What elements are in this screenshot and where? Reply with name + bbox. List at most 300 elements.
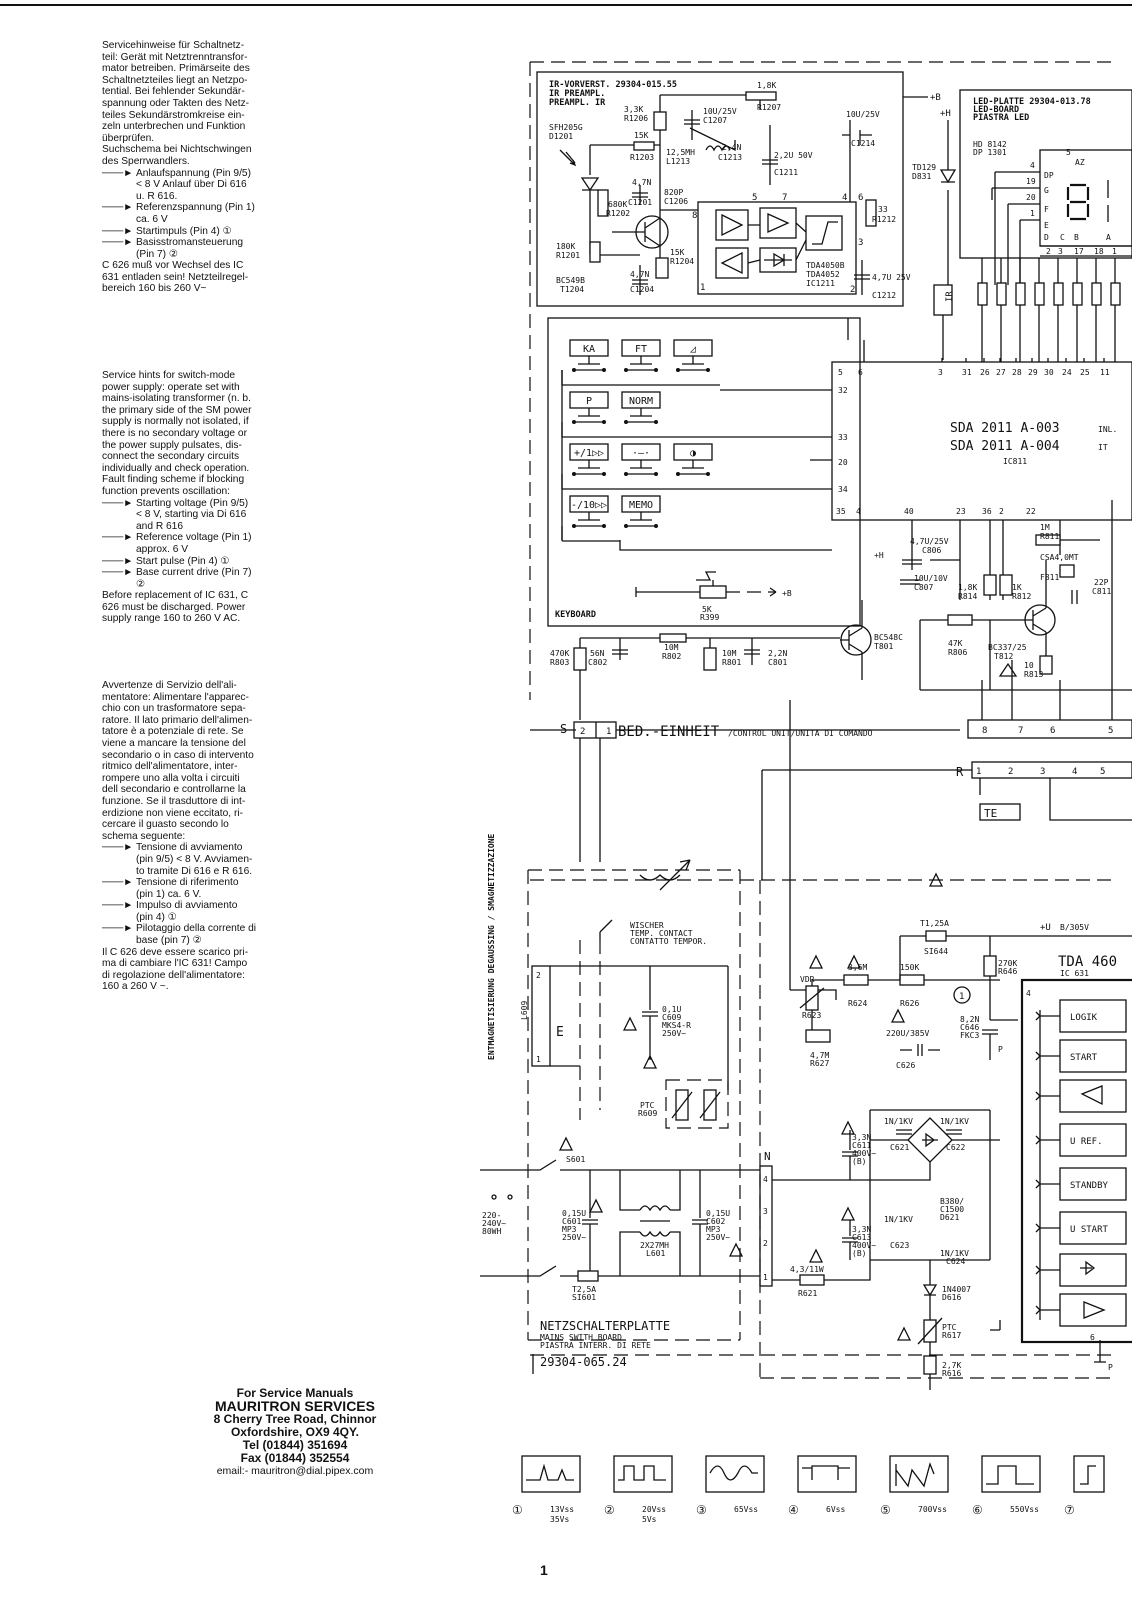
credit-line: Tel (01844) 351694 — [242, 1438, 348, 1452]
key-switch — [574, 460, 604, 474]
ic-periph-value: 1,8K — [958, 583, 978, 592]
key-contact — [624, 420, 628, 424]
waveform-frame — [706, 1456, 764, 1492]
ic-periph-value: 4,7U/25V — [910, 537, 949, 546]
part-ref: C1207 — [703, 116, 728, 125]
pot-ref: R399 — [700, 613, 720, 622]
led-seg-label: F — [1044, 205, 1049, 214]
part-value: 180K — [556, 242, 576, 251]
svg-text:2: 2 — [850, 285, 856, 295]
led-resistor — [1092, 283, 1101, 305]
key-contact — [602, 420, 606, 424]
ptc609-text: R609 — [638, 1109, 658, 1118]
c613-text: (B) — [852, 1249, 867, 1258]
keyboard-key-label: KA — [582, 344, 596, 355]
key-contact — [624, 524, 628, 528]
connector-s-pin: 2 — [580, 727, 586, 737]
part-ref: R1201 — [556, 251, 581, 260]
part-ref: R1212 — [872, 215, 897, 224]
part-value: 820P — [664, 188, 684, 197]
part-ref: L1213 — [666, 157, 691, 166]
svg-text:3: 3 — [858, 238, 864, 248]
led-resistor — [978, 283, 987, 305]
ic-periph-value: 1M — [1040, 523, 1050, 532]
r626-text: 150K — [900, 963, 920, 972]
waveform-amplitude: 20Vss — [642, 1505, 667, 1514]
waveform-amplitude: 550Vss — [1010, 1505, 1039, 1514]
led-resistor-row — [978, 258, 1120, 362]
part-value: 15K — [670, 248, 685, 257]
transistor-label: BC549B — [556, 276, 585, 285]
waveform-number: ① — [512, 1503, 523, 1517]
keyboard-key-label: ◑ — [689, 448, 697, 459]
key-switch — [626, 460, 656, 474]
main-ic-bottom-pin: 2 — [999, 507, 1004, 516]
part-ref: C1201 — [628, 198, 653, 207]
english-note-text: Reference voltage (Pin 1) approx. 6 V — [136, 532, 252, 555]
r616-text: 2,7K — [942, 1361, 962, 1370]
credit-email: email:- mauritron@dial.pipex.com — [216, 1465, 374, 1477]
c613-text: C613 — [852, 1233, 872, 1242]
c613-text: 400V~ — [852, 1241, 877, 1250]
tda-block-label: LOGIK — [1070, 1013, 1098, 1023]
credit-line: For Service Manuals — [236, 1386, 354, 1400]
c602-text: 250V~ — [706, 1233, 731, 1242]
plus-b-label: +B — [930, 93, 941, 103]
key-switch — [678, 460, 708, 474]
main-ic-top-pin: 25 — [1080, 368, 1090, 377]
main-ic-bottom-pin: 36 — [982, 507, 992, 516]
main-ic-top-pin: 27 — [996, 368, 1006, 377]
ic-periph — [874, 520, 1111, 604]
arrow-icon: ───► — [102, 567, 134, 579]
ctrl-value: 47K — [948, 639, 963, 648]
part-ref: R1207 — [757, 103, 782, 112]
key-row-wire — [562, 370, 720, 385]
c609-text: C609 — [662, 1013, 682, 1022]
svg-text:+B: +B — [782, 589, 792, 598]
waveform-amplitude: 6Vss — [826, 1505, 846, 1514]
keyboard-block — [548, 318, 860, 626]
l601-text: 2X27MH — [640, 1241, 669, 1250]
italian-note-text: Tensione di avviamento (pin 9/5) < 8 V. Avviamen- to tramite Di 616 e R 616. — [136, 842, 253, 877]
waveform-frame — [1074, 1456, 1104, 1492]
connector-r-pin: 4 — [1072, 767, 1078, 777]
german-note-text: Anlaufspannung (Pin 9/5) < 8 V Anlauf über Di 616 u. R 616. — [136, 167, 251, 202]
wischer-text: CONTATTO TEMPOR. — [630, 937, 708, 946]
key-contact — [602, 472, 606, 476]
arrow-icon: ───► — [102, 202, 134, 214]
led-part: HD 8142 — [973, 140, 1007, 149]
transistor-ref: T812 — [994, 652, 1014, 661]
ptc617-text: R617 — [942, 1331, 962, 1340]
ic-periph-ref: R811 — [1040, 532, 1060, 541]
ctrl-ref: R806 — [948, 648, 968, 657]
key-switch — [574, 512, 604, 526]
netz-board-sub: PIASTRA INTERR. DI RETE — [540, 1341, 651, 1350]
connector-r-pin: 5 — [1100, 767, 1106, 777]
connector-r-label: R — [956, 765, 964, 779]
c624-text: C624 — [946, 1257, 966, 1266]
main-ic-top-pin: 24 — [1062, 368, 1072, 377]
waveform-amplitude: 13Vss — [550, 1505, 575, 1514]
fuse-text: T2,5A — [572, 1285, 597, 1294]
ir-connector-label: IR — [945, 291, 955, 302]
led-resistor — [1016, 283, 1025, 305]
waveform-amplitude: 700Vss — [918, 1505, 947, 1514]
c601-text: MP3 — [562, 1225, 577, 1234]
ic-periph-ref: R814 — [958, 592, 978, 601]
c626-text: C626 — [896, 1061, 916, 1070]
led-resistor — [997, 283, 1006, 305]
english-note-text: Base current drive (Pin 7) ② — [136, 567, 252, 590]
key-switch — [574, 408, 604, 422]
c613-text: 3,3N — [852, 1225, 872, 1234]
ctrl-value: 470K — [550, 649, 570, 658]
led-part: DP 1301 — [973, 148, 1007, 157]
waveform-frame — [614, 1456, 672, 1492]
ir-diode-label: SFH205G — [549, 123, 583, 132]
ic-periph-value: CSA4,0MT — [1040, 553, 1079, 562]
led-board-title: LED-PLATTE 29304-013.78 — [973, 97, 1091, 107]
main-ic-suffix: INL. — [1098, 425, 1118, 434]
svg-text:7: 7 — [782, 193, 788, 203]
part-ref: R1204 — [670, 257, 695, 266]
key-contact — [572, 472, 576, 476]
tda-block — [1060, 1254, 1126, 1286]
transistor-label: BC337/25 — [988, 643, 1027, 652]
ic-periph-ref: C807 — [914, 583, 934, 592]
connector-pin: 7 — [1018, 726, 1024, 736]
key-switch — [574, 356, 604, 370]
led-resistor — [1073, 283, 1082, 305]
key-contact — [602, 524, 606, 528]
keyboard-key-label: NORM — [628, 396, 654, 407]
waveform-trace — [618, 1466, 666, 1480]
n-pin: 1 — [763, 1273, 768, 1282]
diode-label: TD129 — [912, 163, 937, 172]
arrow-icon: ───► — [102, 532, 134, 544]
arrow-icon: ───► — [102, 167, 134, 179]
arrow-icon: ───► — [102, 497, 134, 509]
part-value: 1,8K — [757, 81, 777, 90]
key-contact — [572, 524, 576, 528]
r621-text: R621 — [798, 1289, 818, 1298]
waveform-period: 5Vs — [642, 1515, 657, 1524]
part-value: 12,5MH — [666, 148, 695, 157]
credit-line: Fax (01844) 352554 — [240, 1451, 350, 1465]
connector-pin: 6 — [1050, 726, 1056, 736]
arrow-icon: ───► — [102, 237, 134, 249]
main-ic-sda2011 — [810, 318, 1132, 520]
waveform-trace — [1080, 1466, 1096, 1484]
warning-icon — [1000, 664, 1016, 676]
wischer-text: WISCHER — [630, 921, 664, 930]
connector-pin: 5 — [1108, 726, 1114, 736]
main-ic-top-pin: 3 — [938, 368, 943, 377]
waveform-period: 35Vs — [550, 1515, 570, 1524]
tda-pin: 6 — [1090, 1333, 1095, 1342]
c623-text: 1N/1KV — [884, 1215, 913, 1224]
italian-note-text: Tensione di riferimento (pin 1) ca. 6 V. — [136, 877, 239, 900]
english-notes-outro: Before replacement of IC 631, C 626 must be discharged. Power supply range 160 to 260 V AC. — [102, 590, 249, 625]
keyboard-label: KEYBOARD — [555, 610, 596, 620]
l601-text: L601 — [646, 1249, 666, 1258]
vdr-text: VDR — [800, 975, 815, 984]
c621-text: C621 — [890, 1143, 910, 1152]
waveform-amplitude: 65Vss — [734, 1505, 759, 1514]
c611-text: 400V~ — [852, 1149, 877, 1158]
main-ic-left-pin: 34 — [838, 485, 848, 494]
control-unit-title: BED.-EINHEIT — [618, 724, 720, 740]
ir-preamp-board — [537, 72, 911, 306]
led-pin: 19 — [1026, 177, 1036, 186]
main-ic-top-pin: 31 — [962, 368, 972, 377]
waveform-frame — [522, 1456, 580, 1492]
bridge-text: D621 — [940, 1213, 960, 1222]
waveform-number: ② — [604, 1503, 615, 1517]
c646-text: 8,2N — [960, 1015, 980, 1024]
c611-text: C611 — [852, 1141, 872, 1150]
part-value: 2,4N — [722, 143, 742, 152]
key-switch — [626, 408, 656, 422]
key-contact — [676, 472, 680, 476]
part-ref: C1204 — [630, 285, 655, 294]
c609-text: MKS4-R — [662, 1021, 691, 1030]
ctrl-ref: C802 — [588, 658, 608, 667]
ic-periph-value: 22P — [1094, 578, 1109, 587]
waveform-trace — [802, 1466, 850, 1480]
tda-pin: 4 — [1026, 989, 1031, 998]
r627-text: R627 — [810, 1059, 830, 1068]
waveform-number: ⑦ — [1064, 1503, 1075, 1517]
key-switch — [678, 356, 708, 370]
ic-label: TDA4050B — [806, 261, 845, 270]
waveform-panel — [512, 1456, 1104, 1524]
led-seg-label: AZ — [1075, 158, 1085, 167]
main-ic-bottom-pin: 23 — [956, 507, 966, 516]
led-seg-label: G — [1044, 186, 1049, 195]
c623-text: C623 — [890, 1241, 910, 1250]
tda-block — [1060, 1294, 1126, 1326]
main-ic-top-pin: 28 — [1012, 368, 1022, 377]
part-value: 4,7N — [630, 270, 650, 279]
waveform-trace — [526, 1466, 574, 1480]
r616-text: R616 — [942, 1369, 962, 1378]
connector-r-pin: 2 — [1008, 767, 1014, 777]
key-contact — [706, 472, 710, 476]
netz-board-title: NETZSCHALTERPLATTE — [540, 1319, 671, 1333]
te-label: TE — [984, 807, 998, 820]
arrow-icon: ───► — [102, 225, 134, 237]
part-value: 15K — [634, 131, 649, 140]
svg-text:8: 8 — [692, 211, 698, 221]
arrow-icon: ───► — [102, 555, 134, 567]
english-note-text: Starting voltage (Pin 9/5) < 8 V, starting via Di 616 and R 616 — [136, 497, 249, 532]
c624-text: 1N/1KV — [940, 1249, 969, 1258]
plus-u-label: +U — [1040, 923, 1051, 933]
tda-block-label: STANDBY — [1070, 1181, 1108, 1191]
c621-text: 1N/1KV — [884, 1117, 913, 1126]
degauss-e: E — [556, 1025, 564, 1040]
key-row-wire — [562, 422, 720, 437]
ic-periph-value: 10U/10V — [914, 574, 948, 583]
led-board-sub: PIASTRA LED — [973, 113, 1030, 123]
led-resistor — [1035, 283, 1044, 305]
fuse-text: SI644 — [924, 947, 949, 956]
c626-text: 220U/385V — [886, 1029, 930, 1038]
english-notes-intro: Service hints for switch-mode power supply: operate set with mains-isolating transformer (n. b. the primary side of the SM power supply is normally not isolated, if there is no secondary voltage or the power supply pulsates, dis- connect the secondary circuits individually and check operation. Fault finding scheme if blocking function prevents oscillation: — [102, 370, 252, 497]
key-contact — [676, 368, 680, 372]
ir-preamp-sub: PREAMPL. IR — [549, 98, 606, 108]
d616-text: 1N4007 — [942, 1285, 971, 1294]
marker-1: 1 — [959, 992, 965, 1002]
led-bottom-pin: 3 — [1058, 247, 1063, 256]
waveform-trace — [986, 1466, 1034, 1484]
credit-line: Oxfordshire, OX9 4QY. — [230, 1425, 360, 1439]
german-note-text: Basisstromansteuerung (Pin 7) ② — [136, 237, 244, 260]
c601-text: 250V~ — [562, 1233, 587, 1242]
r624-text: 3,6M — [848, 963, 868, 972]
cap-ref: C1214 — [851, 139, 876, 148]
led-board — [960, 90, 1132, 285]
ctrl-value: 56N — [590, 649, 605, 658]
control-unit-sub: /CONTROL UNIT/UNITA DI COMANDO — [728, 729, 873, 738]
n-connector — [760, 1150, 772, 1286]
key-switch — [626, 356, 656, 370]
c601-text: C601 — [562, 1217, 582, 1226]
ic-label: TDA4052 — [806, 270, 840, 279]
mains-switch-board — [480, 1138, 760, 1374]
ir-preamp-sub: IR PREAMPL. — [549, 89, 606, 99]
netz-board-num: 29304-065.24 — [540, 1355, 627, 1369]
led-seg-label: E — [1044, 221, 1049, 230]
main-ic-left-pin: 33 — [838, 433, 848, 442]
main-ic-bottom-pin: 40 — [904, 507, 914, 516]
credit-line: 8 Cherry Tree Road, Chinnor — [213, 1412, 377, 1426]
ic-periph-ref: F811 — [1040, 573, 1060, 582]
key-contact — [602, 368, 606, 372]
led-resistor — [1054, 283, 1063, 305]
led-seg-label: D — [1044, 233, 1049, 242]
r626-text: R626 — [900, 999, 920, 1008]
c609-text: 250V~ — [662, 1029, 687, 1038]
keyboard-key-label: ·—· — [631, 448, 651, 459]
netz-board-sub: MAINS SWITH BOARD — [540, 1333, 622, 1342]
waveform-trace — [710, 1466, 758, 1480]
c622-text: 1N/1KV — [940, 1117, 969, 1126]
german-notes-intro: Servicehinweise für Schaltnetz- teil: Gerät mit Netztrenntransfor- mator betreiben. Primärseite des Schaltnetzteiles liegt an Netzpo- tential. Bei fehlender Sekundär- spannung oder Takten des Netz- teiles Sekundärstromkreise ein- zeln unterbrechen und Funktion überprüfen. Suchschema bei Nichtschwingen des Sperrwandlers. — [102, 40, 252, 167]
n-pin: 3 — [763, 1207, 768, 1216]
r621-text: 4,3/11W — [790, 1265, 824, 1274]
ctrl-ref: R803 — [550, 658, 570, 667]
main-ic-suffix: IT — [1098, 443, 1108, 452]
led-seg-label: A — [1106, 233, 1111, 242]
pot-value: 5K — [702, 605, 712, 614]
part-value: 10U/25V — [703, 107, 737, 116]
ir-preamp-title: IR-VORVERST. 29304-015.55 — [549, 80, 677, 90]
svg-text:4: 4 — [842, 193, 848, 203]
ic-periph-value: 1K — [1012, 583, 1022, 592]
mains-in-text: 80WH — [482, 1227, 502, 1236]
keyboard-key-label: ◿ — [689, 344, 697, 355]
r624-text: R624 — [848, 999, 868, 1008]
main-ic-top-pin: 26 — [980, 368, 990, 377]
page-number: 1 — [540, 1562, 548, 1578]
n-pin: 4 — [763, 1175, 768, 1184]
ctrl-ref: R802 — [662, 652, 682, 661]
d616-text: D616 — [942, 1293, 962, 1302]
transistor-ref: T801 — [874, 642, 894, 651]
ctrl-ref: R801 — [722, 658, 742, 667]
italian-note-text: Pilotaggio della corrente di base (pin 7) ② — [136, 923, 257, 947]
ic-ref: IC1211 — [806, 279, 835, 288]
warning-icon — [624, 1018, 636, 1030]
ir-diode-ref: D1201 — [549, 132, 574, 141]
keyboard-key-label: MEMO — [628, 500, 654, 511]
fuse-text: SI601 — [572, 1293, 597, 1302]
part-value: 3,3K — [624, 105, 644, 114]
arrow-icon: ───► — [102, 900, 134, 912]
ptc617-text: PTC — [942, 1323, 957, 1332]
tda-block-label: U START — [1070, 1225, 1108, 1235]
c611-text: (B) — [852, 1157, 867, 1166]
led-pin: 20 — [1026, 193, 1036, 202]
ctrl-ref: C801 — [768, 658, 788, 667]
n-pin: 2 — [763, 1239, 768, 1248]
p-label: P — [998, 1045, 1003, 1054]
part-ref: R1206 — [624, 114, 649, 123]
r627-text: 4,7M — [810, 1051, 830, 1060]
tda-block-label: START — [1070, 1053, 1098, 1063]
c602-text: MP3 — [706, 1225, 721, 1234]
r646-text: 270K — [998, 959, 1018, 968]
keyboard-key-label: +/1▷▷ — [573, 448, 605, 459]
led-pin: 1 — [1030, 209, 1035, 218]
part-ref: R1202 — [606, 209, 631, 218]
key-contact — [654, 420, 658, 424]
ctrl-ref: R813 — [1024, 670, 1044, 679]
svg-text:+H: +H — [874, 551, 884, 560]
svg-text:P: P — [1108, 1363, 1113, 1372]
keyboard-key-label: -/10▷▷ — [570, 500, 608, 511]
c646-text: C646 — [960, 1023, 980, 1032]
waveform-number: ⑥ — [972, 1503, 983, 1517]
german-note-text: Startimpuls (Pin 4) ① — [136, 225, 232, 237]
plus-u-value: B/305V — [1060, 923, 1089, 932]
key-contact — [624, 472, 628, 476]
bridge-text: B380/ — [940, 1197, 965, 1206]
keyboard-key-label: P — [585, 396, 593, 407]
waveform-number: ④ — [788, 1503, 799, 1517]
mains-in-text: 240V~ — [482, 1219, 507, 1228]
led-bottom-pin: 2 — [1046, 247, 1051, 256]
key-row-wire — [562, 526, 620, 541]
tda-ic — [1022, 954, 1132, 1372]
degauss-pin: 2 — [536, 971, 541, 980]
credit-company: MAURITRON SERVICES — [215, 1398, 375, 1414]
tda-name: TDA 460 — [1058, 954, 1118, 970]
german-notes-outro: C 626 muß vor Wechsel des IC 631 entladen sein! Netzteilregel- bereich 160 bis 260 V~ — [102, 260, 249, 295]
degauss-section — [487, 833, 740, 1340]
key-switch — [626, 512, 656, 526]
part-ref: C1213 — [718, 153, 743, 162]
ctrl-value: 10M — [722, 649, 737, 658]
c602-text: C602 — [706, 1217, 726, 1226]
key-contact — [654, 472, 658, 476]
arrow-icon: ───► — [102, 877, 134, 889]
degauss-coil-ref: L609 — [520, 1000, 529, 1020]
